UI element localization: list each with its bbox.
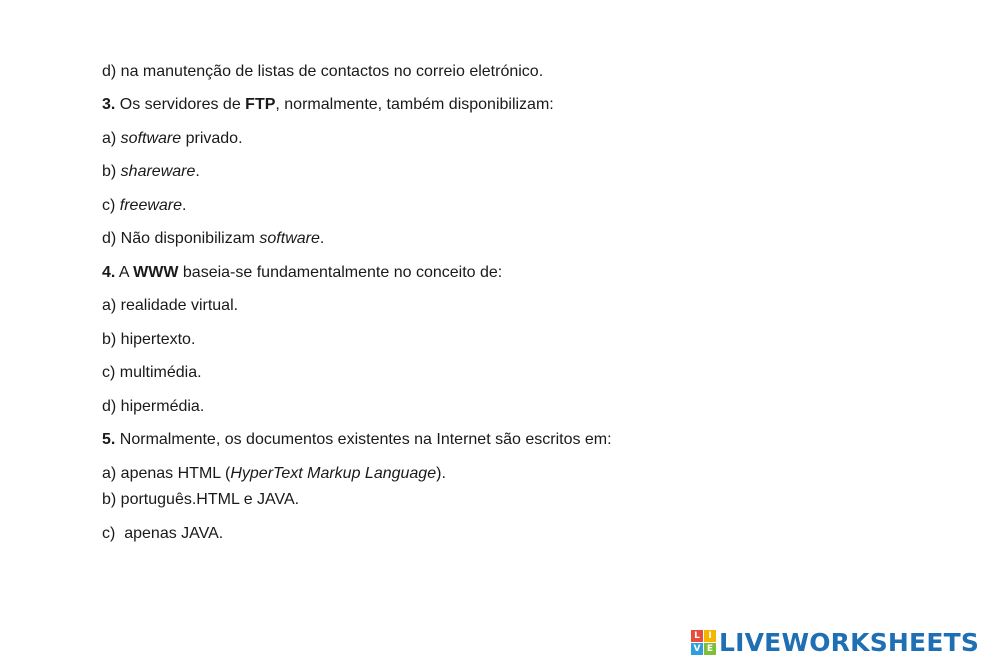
option-suffix: . [319,230,325,247]
logo-text: LIVEWORKSHEETS [719,627,980,657]
question-number: 3. [102,96,116,113]
option-b-q5: b) português.HTML e JAVA. [102,491,300,508]
question-text-bold: WWW [133,264,179,281]
question-text-post: baseia-se fundamentalmente no conceito de: [178,264,503,281]
option-italic: software [259,230,320,247]
logo-tile-v: V [691,643,703,655]
question-3 [102,95,554,115]
option-suffix: ). [436,465,446,482]
option-d-q4: d) hipermédia. [102,398,205,415]
option-prefix: a) [102,130,121,147]
question-4 [102,263,502,283]
question-text-post: , normalmente, também disponibilizam: [275,96,554,113]
option-prefix: d) Não disponibilizam [102,230,260,247]
option-b-q3 [102,162,200,182]
option-a-q4: a) realidade virtual. [102,297,239,314]
option-a-q5 [102,464,446,484]
question-number: 5. [102,431,116,448]
logo-tile-e: E [704,643,716,655]
question-text-pre: A [115,264,134,281]
option-c-q3 [102,196,186,216]
option-suffix: . [182,197,187,214]
question-5 [102,430,612,450]
option-prefix: b) [102,163,121,180]
option-c-q5: c) apenas JAVA. [102,525,224,542]
option-prefix: c) [102,197,120,214]
logo-icon [691,630,716,655]
option-prefix: a) apenas HTML ( [102,465,231,482]
logo-tile-i: I [704,630,716,642]
question-text-pre: Os servidores de [115,96,246,113]
option-italic: software [120,130,182,147]
question-text: Normalmente, os documentos existentes na Internet são escritos em: [115,431,612,448]
option-a-q3 [102,129,243,149]
option-suffix: privado. [181,130,243,147]
question-number: 4. [102,264,116,281]
option-italic: freeware [119,197,183,214]
option-b-q4: b) hipertexto. [102,331,196,348]
option-italic: shareware [120,163,196,180]
option-italic: HyperText Markup Language [230,465,437,482]
option-suffix: . [195,163,200,180]
option-d-q3 [102,229,324,249]
option-d-q2: d) na manutenção de listas de contactos no correio eletrónico. [102,63,544,80]
question-text-bold: FTP [245,96,276,113]
option-c-q4: c) multimédia. [102,364,202,381]
logo-tile-l: L [691,630,703,642]
liveworksheets-logo [691,628,979,656]
